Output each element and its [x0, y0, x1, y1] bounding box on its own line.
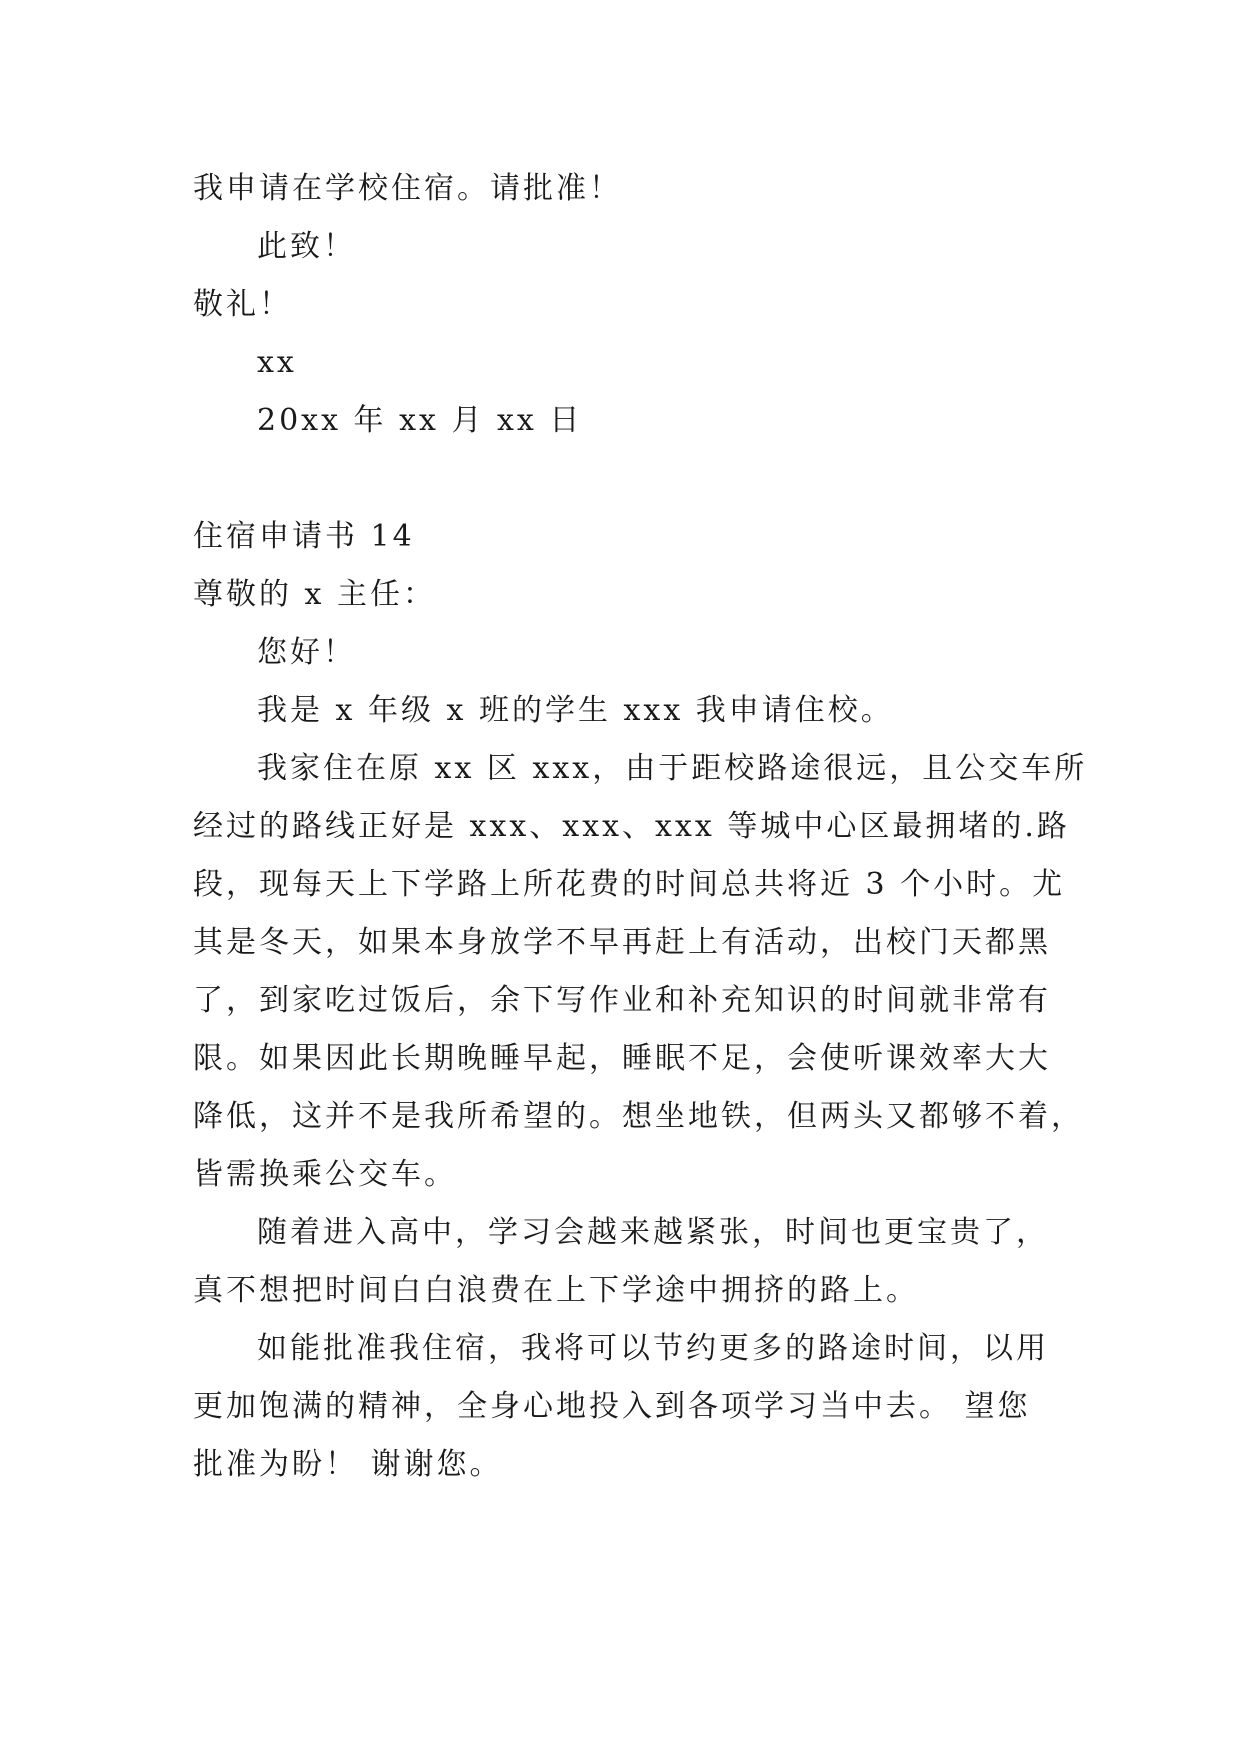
date-line: 20xx 年 xx 月 xx 日: [257, 403, 583, 438]
body-line: 皆需换乘公交车。: [193, 1157, 457, 1192]
request-line: 我申请在学校住宿。请批准！: [193, 171, 622, 206]
section-gap: [193, 450, 1053, 508]
letter-title: 住宿申请书 14: [193, 519, 415, 554]
body-line: 段，现每天上下学路上所花费的时间总共将近 3 个小时。尤: [193, 867, 1066, 902]
signature: xx: [257, 345, 297, 380]
recipient-line: 尊敬的 x 主任：: [193, 577, 436, 612]
body-line: 降低，这并不是我所希望的。想坐地铁，但两头又都够不着，: [193, 1099, 1084, 1134]
body-line: 批准为盼！ 谢谢您。: [193, 1447, 503, 1482]
body-line: 经过的路线正好是 xxx、xxx、xxx 等城中心区最拥堵的.路: [193, 809, 1070, 844]
body-line: 真不想把时间白白浪费在上下学途中拥挤的路上。: [193, 1273, 919, 1308]
greeting: 您好！: [257, 635, 356, 670]
body-line: 其是冬天，如果本身放学不早再赶上有活动，出校门天都黑: [193, 925, 1051, 960]
document-page: [193, 160, 1088, 1494]
body-line: 随着进入高中，学习会越来越紧张，时间也更宝贵了，: [257, 1215, 1049, 1250]
intro-paragraph: 我是 x 年级 x 班的学生 xxx 我申请住校。: [257, 693, 894, 728]
body-line: 我家住在原 xx 区 xxx，由于距校路途很远，且公交车所: [257, 751, 1088, 786]
respect-line: 敬礼！: [193, 287, 292, 322]
body-line: 限。如果因此长期晚睡早起，睡眠不足，会使听课效率大大: [193, 1041, 1051, 1076]
salutation: 此致！: [257, 229, 356, 264]
body-line: 如能批准我住宿，我将可以节约更多的路途时间，以用: [257, 1331, 1049, 1366]
body-line: 了，到家吃过饭后，余下写作业和补充知识的时间就非常有: [193, 983, 1051, 1018]
body-line: 更加饱满的精神，全身心地投入到各项学习当中去。 望您: [193, 1389, 1031, 1424]
